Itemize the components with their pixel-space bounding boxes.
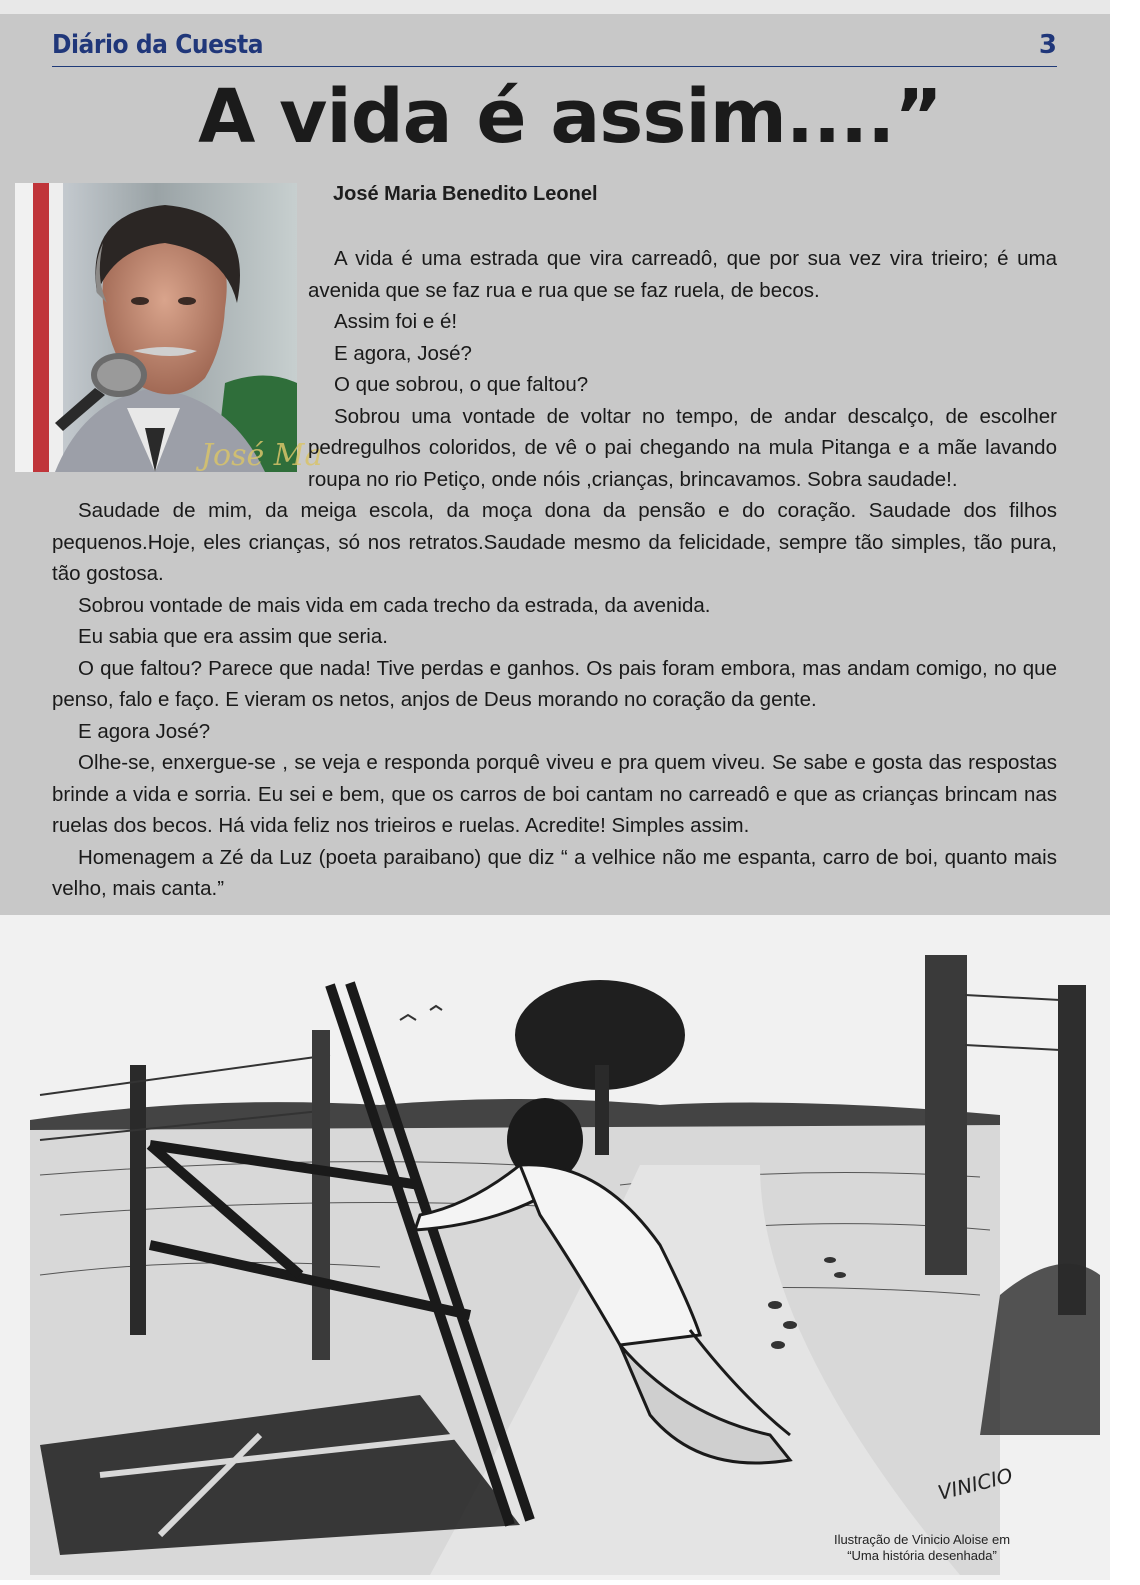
paragraph: A vida é uma estrada que vira carreadô, que por sua vez vira trieiro; é uma avenida que se faz rua e rua que se faz ruela, de becos. (308, 247, 1057, 302)
paragraph: O que faltou? Parece que nada! Tive perdas e ganhos. Os pais foram embora, mas andam comigo, no que penso, falo e faço. E vieram os netos, anjos de Deus morando no coração da gente. (52, 656, 1057, 711)
paragraph: Assim foi e é! (334, 310, 458, 333)
paragraph: E agora José? (78, 719, 211, 743)
paragraph: Sobrou vontade de mais vida em cada trecho da estrada, da avenida. (78, 593, 711, 617)
photo-watermark: José Ma (201, 438, 323, 473)
paragraph: Homenagem a Zé da Luz (poeta paraibano) que diz “ a velhice não me espanta, carro de boi, quanto mais velho, mais canta.” (52, 845, 1057, 900)
artist-signature: VINICIO (935, 1463, 1015, 1505)
paragraph: Sobrou uma vontade de voltar no tempo, de andar descalço, de escolher pedregulhos coloridos, de vê o pai chegando na mula Pitanga e a mãe lavando roupa no rio Petiço, onde nóis ,crianças, brincavamos. Sobra saudade!. (308, 404, 1057, 491)
paragraph: Eu sabia que era assim que seria. (78, 625, 388, 648)
ink-drawing-boy-pushing-gate (0, 915, 1110, 1580)
paragraph: E agora, José? (334, 341, 472, 365)
paragraph: O que sobrou, o que faltou? (334, 373, 589, 396)
caption-line-2: “Uma história desenhada” (847, 1548, 997, 1563)
photo-wrap-space (52, 243, 308, 479)
illustration (0, 915, 1110, 1580)
paragraph: Saudade de mim, da meiga escola, da moça dona da pensão e do coração. Saudade dos filhos pequenos.Hoje, eles crianças, só nos retratos.Saudade mesmo da felicidade, sempre tão simples, tão pura, tão gostosa. (52, 499, 1057, 585)
top-edge (0, 0, 1110, 14)
masthead (52, 30, 1057, 67)
publication-name: Diário da Cuesta (52, 30, 264, 60)
paragraph: Olhe-se, enxergue-se , se veja e responda porquê viveu e pra quem viveu. Se sabe e gosta das respostas brinde a vida e sorria. Eu sei e bem, que os carros de boi cantam no carreadô e que as crianças brincam nas ruelas dos becos. Há vida feliz nos trieiros e ruelas. Acredite! Simples assim. (52, 751, 1057, 837)
article-body (52, 243, 1057, 905)
page-number: 3 (1038, 30, 1057, 60)
headline: A vida é assim....” (198, 74, 942, 160)
author-byline: José Maria Benedito Leonel (333, 183, 598, 205)
illustration-caption (792, 1532, 1052, 1564)
caption-line-1: Ilustração de Vinicio Aloise em (833, 1532, 1011, 1547)
